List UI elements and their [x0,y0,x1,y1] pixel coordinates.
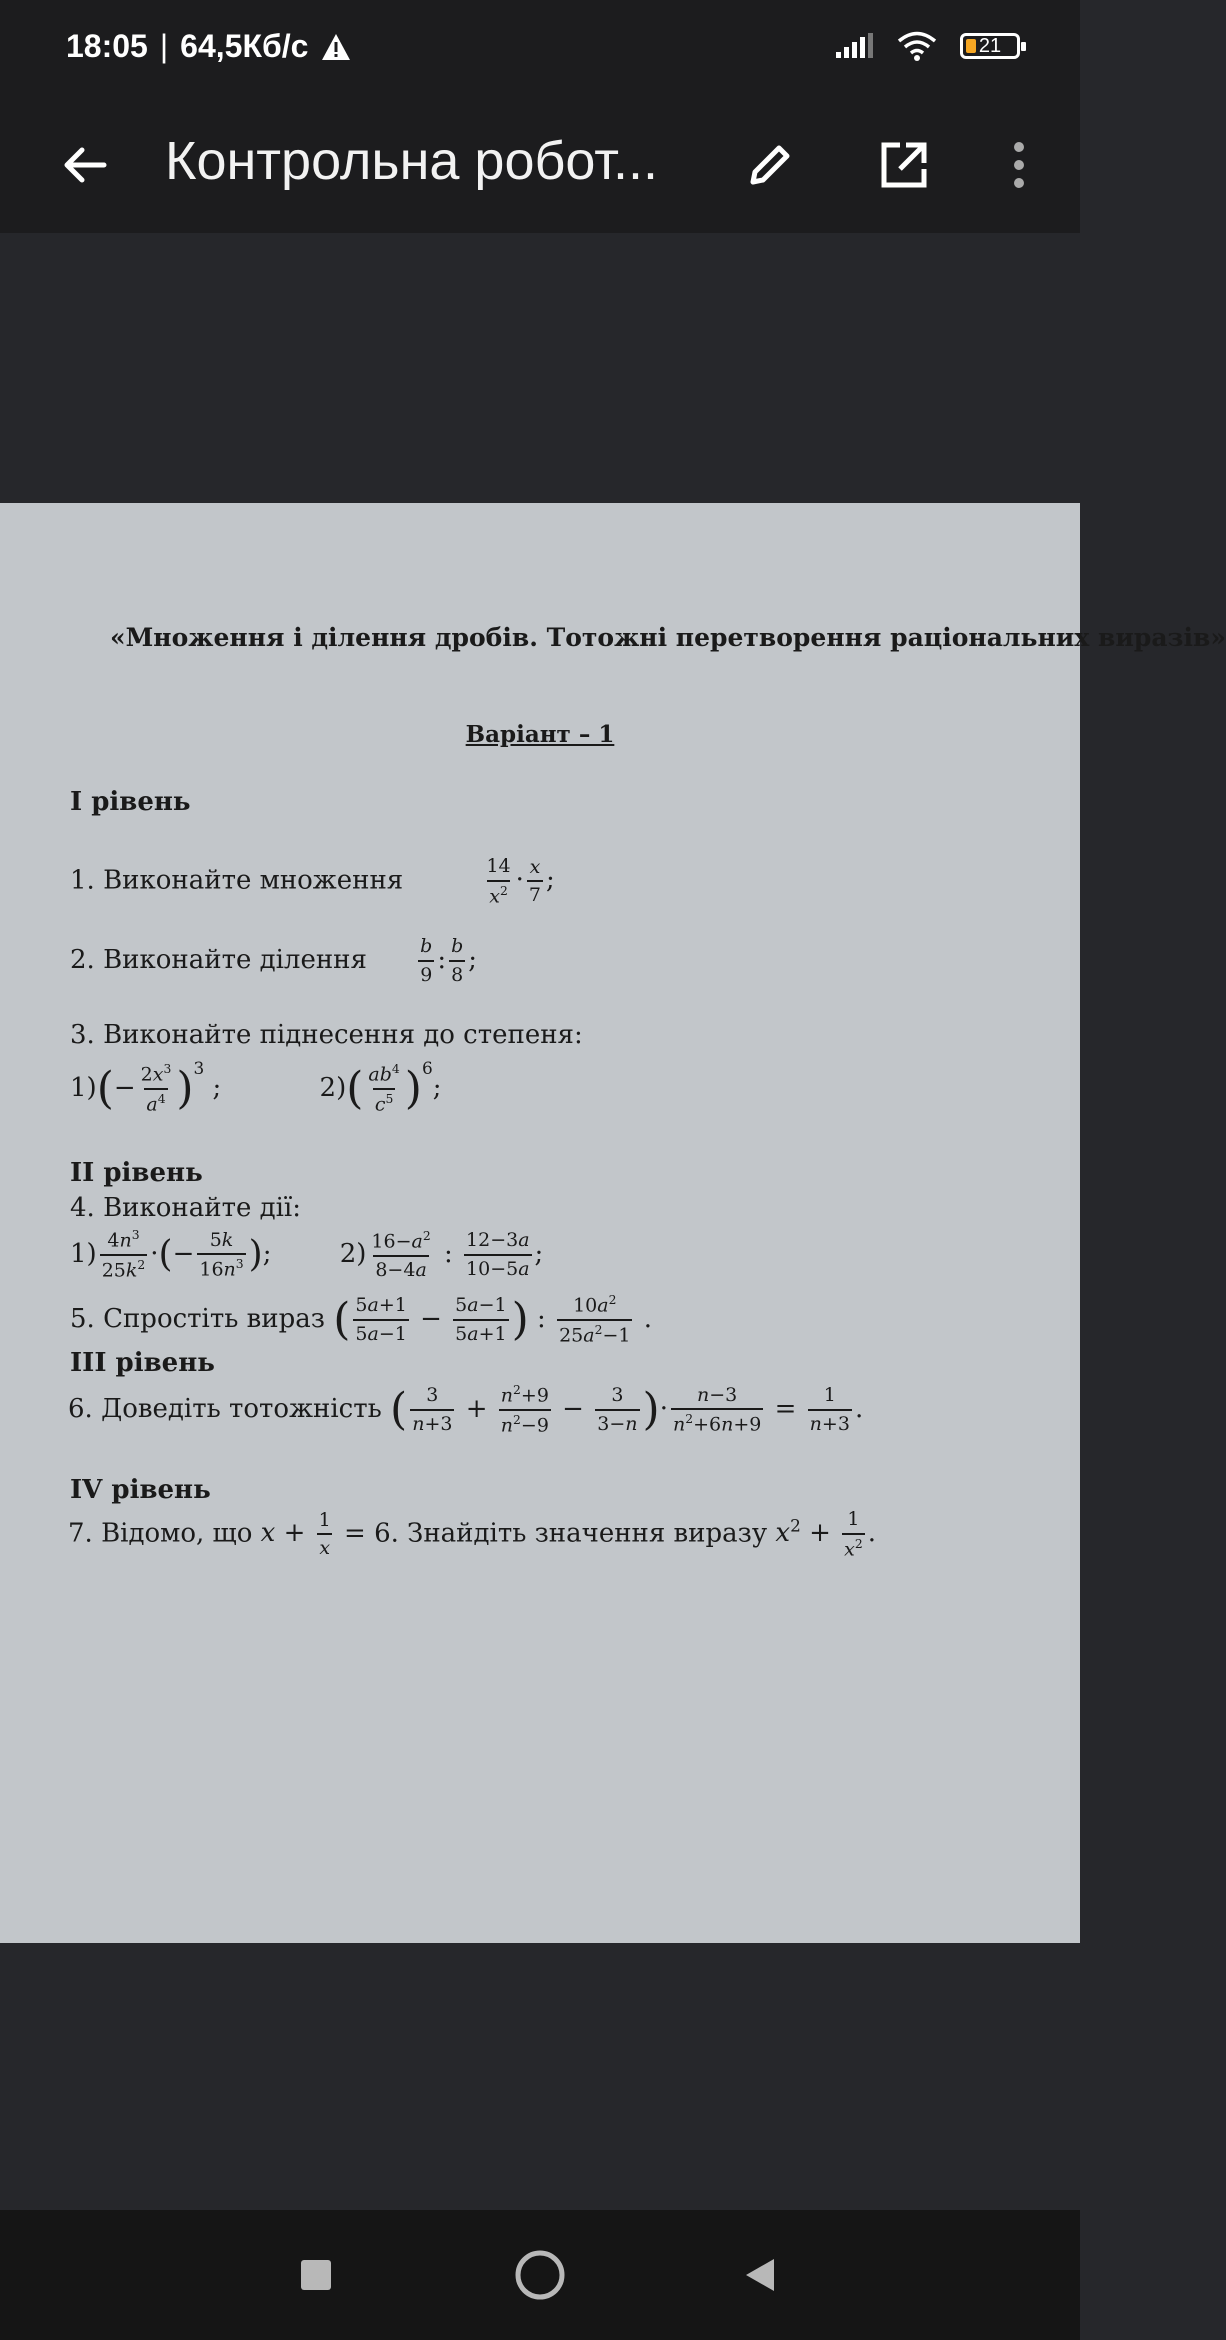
task-7 [68,1508,876,1561]
status-right [834,30,1020,62]
task-7-text-a: 7. Відомо, що [68,1518,253,1549]
warning-icon [320,32,352,62]
status-time: 18:05 [66,28,148,64]
battery-level: 21 [978,34,1002,57]
app-bar [0,100,1080,233]
navigation-bar [0,2210,1080,2340]
task-5-text: 5. Спростіть вираз [70,1304,325,1335]
task-5 [70,1293,652,1347]
task-2-text: 2. Виконайте ділення [70,944,367,975]
task-3: 3. Виконайте піднесення до степеня: [70,1020,583,1050]
nav-back-button[interactable] [720,2235,800,2315]
task-6-expression: ( $\frac{3}{n+3}$ + $\frac{n^2+9}{n^2-9}$ − $\frac{3}{3-n}$ )· $\frac{n-3}{n^2+6n+9}$ = $\frac{1}{n+3}$ . [390,1383,864,1437]
signal-icon [834,32,874,60]
task-4: 4. Виконайте дії: [70,1193,302,1223]
task-7-condition: x + $\frac{1}{x}$ [260,1508,331,1560]
back-arrow-icon [60,141,108,189]
battery-icon [960,33,1020,59]
document-viewer[interactable] [0,233,1226,2210]
task-6-text: 6. Доведіть тотожність [68,1394,382,1425]
worksheet-title: «Множення і ділення дробів. Тотожні перетворення раціональних виразів» [110,623,1226,652]
task-7-expression: $x^2$ + $\frac{1}{x^2}$ . [775,1508,876,1561]
variant-label: Варіант – 1 [465,721,615,748]
task-5-expression: ( $\frac{5a+1}{5a-1}$ − $\frac{5a-1}{5a+1}$ ) : $\frac{10a^2}{25a^2-1}$ . [333,1293,652,1347]
back-button[interactable] [44,125,124,205]
document-title: Контрольна робот... [165,131,659,191]
level-2-heading: ІІ рівень [70,1158,203,1188]
document-page[interactable] [0,503,1226,1943]
open-external-icon [876,137,932,193]
task-1 [70,855,555,908]
level-1-heading: І рівень [70,787,191,817]
level-3-heading: ІІІ рівень [70,1348,215,1378]
task-1-text: 1. Виконайте множення [70,865,404,896]
task-2 [70,935,477,987]
recents-square-icon [299,2258,333,2292]
edit-button[interactable] [730,125,810,205]
task-3-expressions: 1)(− $\frac{2x^3}{a^4}$ )$^3$ ; 2)( $\frac{ab^4}{c^5}$ )$^6$; [70,1058,442,1116]
task-7-text-b: = 6. Знайдіть значення виразу [344,1518,768,1549]
task-2-expression: $\frac{b}{9}$ : $\frac{b}{8}$ ; [420,935,478,986]
status-left [66,28,352,65]
status-bar [0,0,1080,100]
open-external-button[interactable] [864,125,944,205]
task-1-expression: $\frac{14}{x^2}$ · $\frac{x}{7}$ ; [486,855,555,908]
level-4-heading: IV рівень [70,1475,211,1505]
task-4-expressions: 1) $\frac{4n^3}{25k^2}$ ·(− $\frac{5k}{16n^3}$ ); 2) $\frac{16-a^2}{8-4a}$ : $\frac{12-3a}{10-5a}$ ; [70,1228,544,1282]
network-speed: 64,5Кб/с [180,28,309,64]
wifi-icon [896,30,938,62]
more-options-button[interactable] [979,125,1059,205]
more-vert-icon [1009,137,1029,193]
home-circle-icon [513,2248,567,2302]
status-separator: | [159,28,169,64]
home-button[interactable] [500,2235,580,2315]
back-triangle-icon [740,2255,780,2295]
edit-pencil-icon [743,138,797,192]
recents-button[interactable] [276,2235,356,2315]
task-6 [68,1383,863,1437]
